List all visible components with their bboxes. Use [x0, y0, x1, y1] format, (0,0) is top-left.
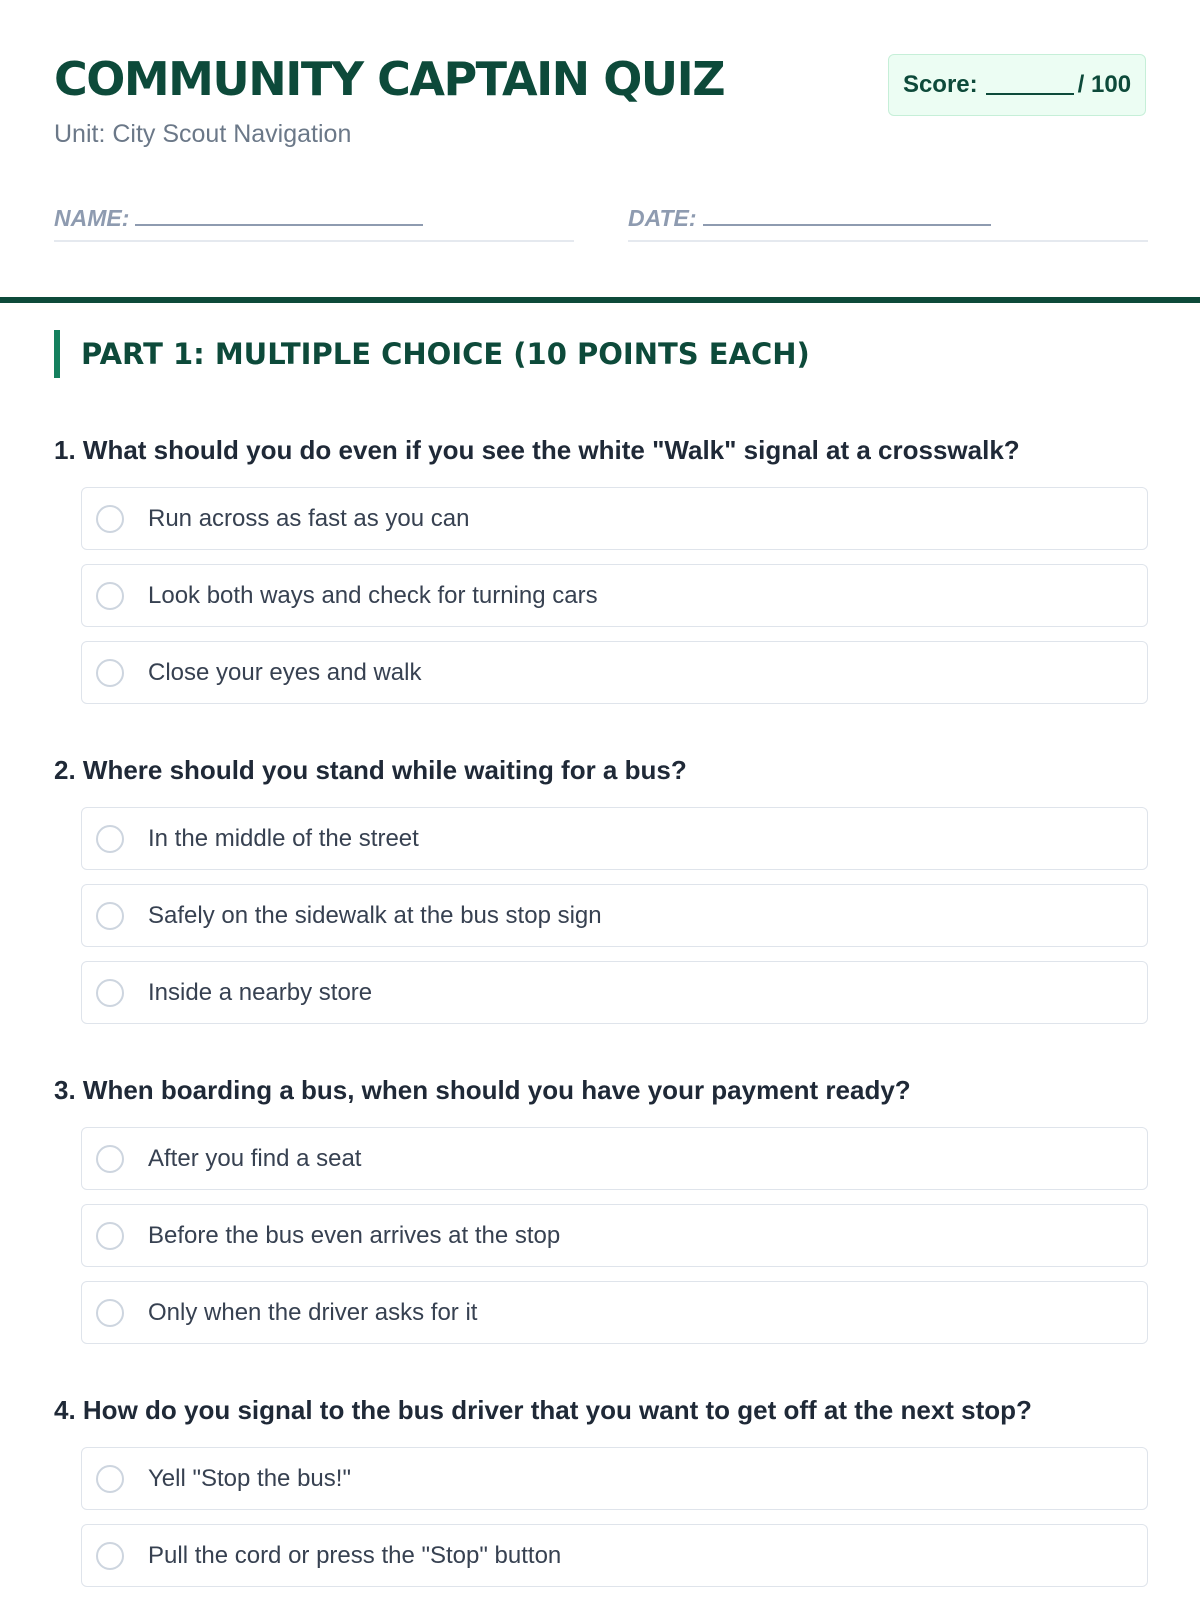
- radio-circle-icon[interactable]: [96, 659, 124, 687]
- name-field[interactable]: [54, 204, 574, 242]
- answer-option[interactable]: [81, 1204, 1148, 1267]
- answer-option[interactable]: [81, 1447, 1148, 1510]
- section-heading: [54, 330, 810, 378]
- question-3: [54, 1070, 1148, 1344]
- name-blank-line[interactable]: [135, 204, 423, 226]
- option-label: Look both ways and check for turning cars: [148, 581, 598, 609]
- option-label: Yell "Stop the bus!": [148, 1464, 351, 1492]
- option-label: Run across as fast as you can: [148, 504, 470, 532]
- option-label: Before the bus even arrives at the stop: [148, 1221, 561, 1249]
- radio-circle-icon[interactable]: [96, 1465, 124, 1493]
- score-label: Score:: [902, 71, 978, 98]
- answer-option[interactable]: [81, 1281, 1148, 1344]
- question-text: 3. When boarding a bus, when should you have your payment ready?: [54, 1075, 911, 1105]
- option-label: Inside a nearby store: [148, 978, 373, 1006]
- answer-option[interactable]: [81, 1127, 1148, 1190]
- page-title: COMMUNITY CAPTAIN QUIZ: [54, 52, 725, 106]
- answer-option[interactable]: [81, 564, 1148, 627]
- question-text: 2. Where should you stand while waiting for a bus?: [54, 755, 687, 785]
- date-blank-line[interactable]: [703, 204, 991, 226]
- header-divider: [0, 297, 1200, 303]
- option-label: In the middle of the street: [148, 824, 419, 852]
- radio-circle-icon[interactable]: [96, 582, 124, 610]
- question-4: [54, 1390, 1148, 1587]
- section-title: PART 1: MULTIPLE CHOICE (10 POINTS EACH): [81, 337, 810, 371]
- name-label: NAME:: [54, 205, 130, 231]
- quiz-header: [0, 0, 1200, 300]
- radio-circle-icon[interactable]: [96, 902, 124, 930]
- answer-option[interactable]: [81, 961, 1148, 1024]
- score-box: [888, 54, 1146, 116]
- option-label: Pull the cord or press the "Stop" button: [148, 1541, 562, 1569]
- answer-option[interactable]: [81, 487, 1148, 550]
- question-2: [54, 750, 1148, 1024]
- score-blank-line[interactable]: [986, 75, 1074, 95]
- question-text: 4. How do you signal to the bus driver that you want to get off at the next stop?: [54, 1395, 1032, 1425]
- question-1: [54, 430, 1148, 704]
- date-field[interactable]: [628, 204, 1148, 242]
- radio-circle-icon[interactable]: [96, 1222, 124, 1250]
- unit-subtitle: Unit: City Scout Navigation: [54, 120, 352, 148]
- option-label: Only when the driver asks for it: [148, 1298, 478, 1326]
- radio-circle-icon[interactable]: [96, 1542, 124, 1570]
- radio-circle-icon[interactable]: [96, 505, 124, 533]
- option-label: Safely on the sidewalk at the bus stop sign: [148, 901, 602, 929]
- score-total: / 100: [1077, 71, 1132, 98]
- answer-option[interactable]: [81, 884, 1148, 947]
- answer-option[interactable]: [81, 807, 1148, 870]
- radio-circle-icon[interactable]: [96, 979, 124, 1007]
- option-label: Close your eyes and walk: [148, 658, 422, 686]
- radio-circle-icon[interactable]: [96, 825, 124, 853]
- radio-circle-icon[interactable]: [96, 1145, 124, 1173]
- radio-circle-icon[interactable]: [96, 1299, 124, 1327]
- date-label: DATE:: [628, 205, 697, 231]
- answer-option[interactable]: [81, 641, 1148, 704]
- question-list: [54, 430, 1148, 1600]
- option-label: After you find a seat: [148, 1144, 362, 1172]
- question-text: 1. What should you do even if you see the white "Walk" signal at a crosswalk?: [54, 435, 1020, 465]
- answer-option[interactable]: [81, 1524, 1148, 1587]
